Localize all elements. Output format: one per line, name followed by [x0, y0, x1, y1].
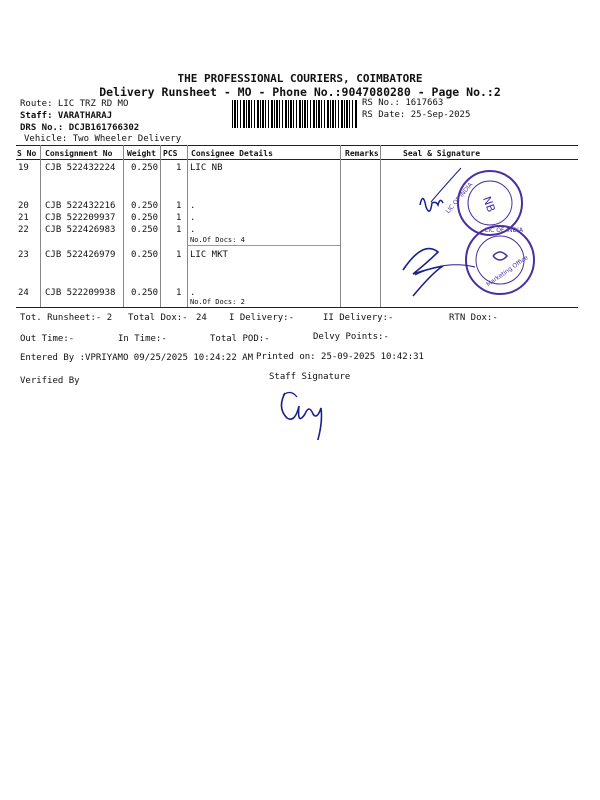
table-row-24-consignment: CJB 522209938	[45, 288, 116, 298]
table-row-24-weight: 0.250	[131, 288, 159, 298]
table-row-19-pcs: 1	[176, 163, 182, 173]
seal-stamps-image	[395, 160, 545, 310]
table-row-21-weight: 0.250	[131, 213, 159, 223]
total-dox-label: Total Dox:-	[128, 313, 188, 323]
table-row-20-pcs: 1	[176, 201, 182, 211]
col-consignment: Consignment No	[45, 149, 113, 158]
table-row-21-consignment: CJB 522209937	[45, 213, 116, 223]
table-row-21-sno: 21	[18, 213, 29, 223]
table-row-23-sno: 23	[18, 250, 29, 260]
i-delivery: I Delivery:-	[229, 313, 295, 323]
stamp1-text: NB	[480, 194, 498, 214]
table-row-20-consignment: CJB 522432216	[45, 201, 116, 211]
out-time: Out Time:-	[20, 334, 75, 344]
table-row-23-weight: 0.250	[131, 250, 159, 260]
total-dox-value: 24	[196, 313, 207, 323]
verified-by: Verified By	[20, 376, 80, 386]
table-row-22-sno: 22	[18, 225, 29, 235]
stamp2-ring-text: LIC OF INDIA	[485, 227, 524, 234]
table-row-21-pcs: 1	[176, 213, 182, 223]
document-subtitle: Delivery Runsheet - MO - Phone No.:9047080280 - Page No.:2	[99, 85, 501, 99]
rs-no-label: RS No.: 1617663	[362, 98, 444, 108]
stamp1-ring-text: LIC OF INDIA	[444, 181, 475, 216]
drs-no-label: DRS No.: DCJB161766302	[20, 123, 140, 133]
printed-on: Printed on: 25-09-2025 10:42:31	[256, 352, 424, 362]
table-row-19-weight: 0.250	[131, 163, 159, 173]
staff-signature-label: Staff Signature	[269, 372, 351, 382]
route-label: Route: LIC TRZ RD MO	[20, 99, 129, 109]
table-row-19-details: LIC NB	[190, 163, 223, 173]
col-weight: Weight	[127, 149, 156, 158]
staff-signature-image	[275, 385, 335, 440]
col-sno: S No	[17, 149, 37, 158]
table-row-24-details: .	[190, 288, 196, 298]
table-row-22-weight: 0.250	[131, 225, 159, 235]
table-row-20-weight: 0.250	[131, 201, 159, 211]
group1-doc-count: No.Of Docs: 4	[190, 236, 245, 244]
table-row-22-details: .	[190, 225, 196, 235]
entered-by: Entered By :VPRIYAMO 09/25/2025 10:24:22 AM	[20, 353, 253, 363]
table-row-19-sno: 19	[18, 163, 29, 173]
signature-row23	[403, 249, 443, 296]
col-remarks: Remarks	[345, 149, 379, 158]
table-row-24-sno: 24	[18, 288, 29, 298]
barcode	[232, 100, 358, 128]
col-consignee-details: Consignee Details	[191, 149, 273, 158]
lic-nb-stamp	[445, 171, 522, 235]
delvy-points: Delvy Points:-	[313, 332, 389, 342]
table-row-23-details: LIC MKT	[190, 250, 228, 260]
col-pcs: PCS	[163, 149, 178, 158]
staff-label: Staff: VARATHARAJ	[20, 111, 113, 121]
group2-doc-count: No.Of Docs: 2	[190, 298, 245, 306]
col-seal-signature: Seal & Signature	[403, 149, 481, 158]
stamp2-text: Marketing Office	[485, 254, 530, 289]
table-row-22-consignment: CJB 522426983	[45, 225, 116, 235]
table-row-22-pcs: 1	[176, 225, 182, 235]
table-row-19-consignment: CJB 522432224	[45, 163, 116, 173]
vehicle-label: Vehicle: Two Wheeler Delivery	[24, 134, 182, 144]
total-pod: Total POD:-	[210, 334, 270, 344]
tot-runsheet: Tot. Runsheet:- 2	[20, 313, 113, 323]
table-row-20-details: .	[190, 201, 196, 211]
document-title: THE PROFESSIONAL COURIERS, COIMBATORE	[177, 72, 423, 85]
ii-delivery: II Delivery:-	[323, 313, 394, 323]
table-row-23-pcs: 1	[176, 250, 182, 260]
signature-row19	[420, 198, 443, 211]
rtn-dox: RTN Dox:-	[449, 313, 498, 323]
table-row-21-details: .	[190, 213, 196, 223]
table-row-23-consignment: CJB 522426979	[45, 250, 116, 260]
rs-date-label: RS Date: 25-Sep-2025	[362, 110, 471, 120]
in-time: In Time:-	[118, 334, 167, 344]
table-row-24-pcs: 1	[176, 288, 182, 298]
table-row-20-sno: 20	[18, 201, 29, 211]
lic-marketing-stamp	[466, 226, 534, 294]
